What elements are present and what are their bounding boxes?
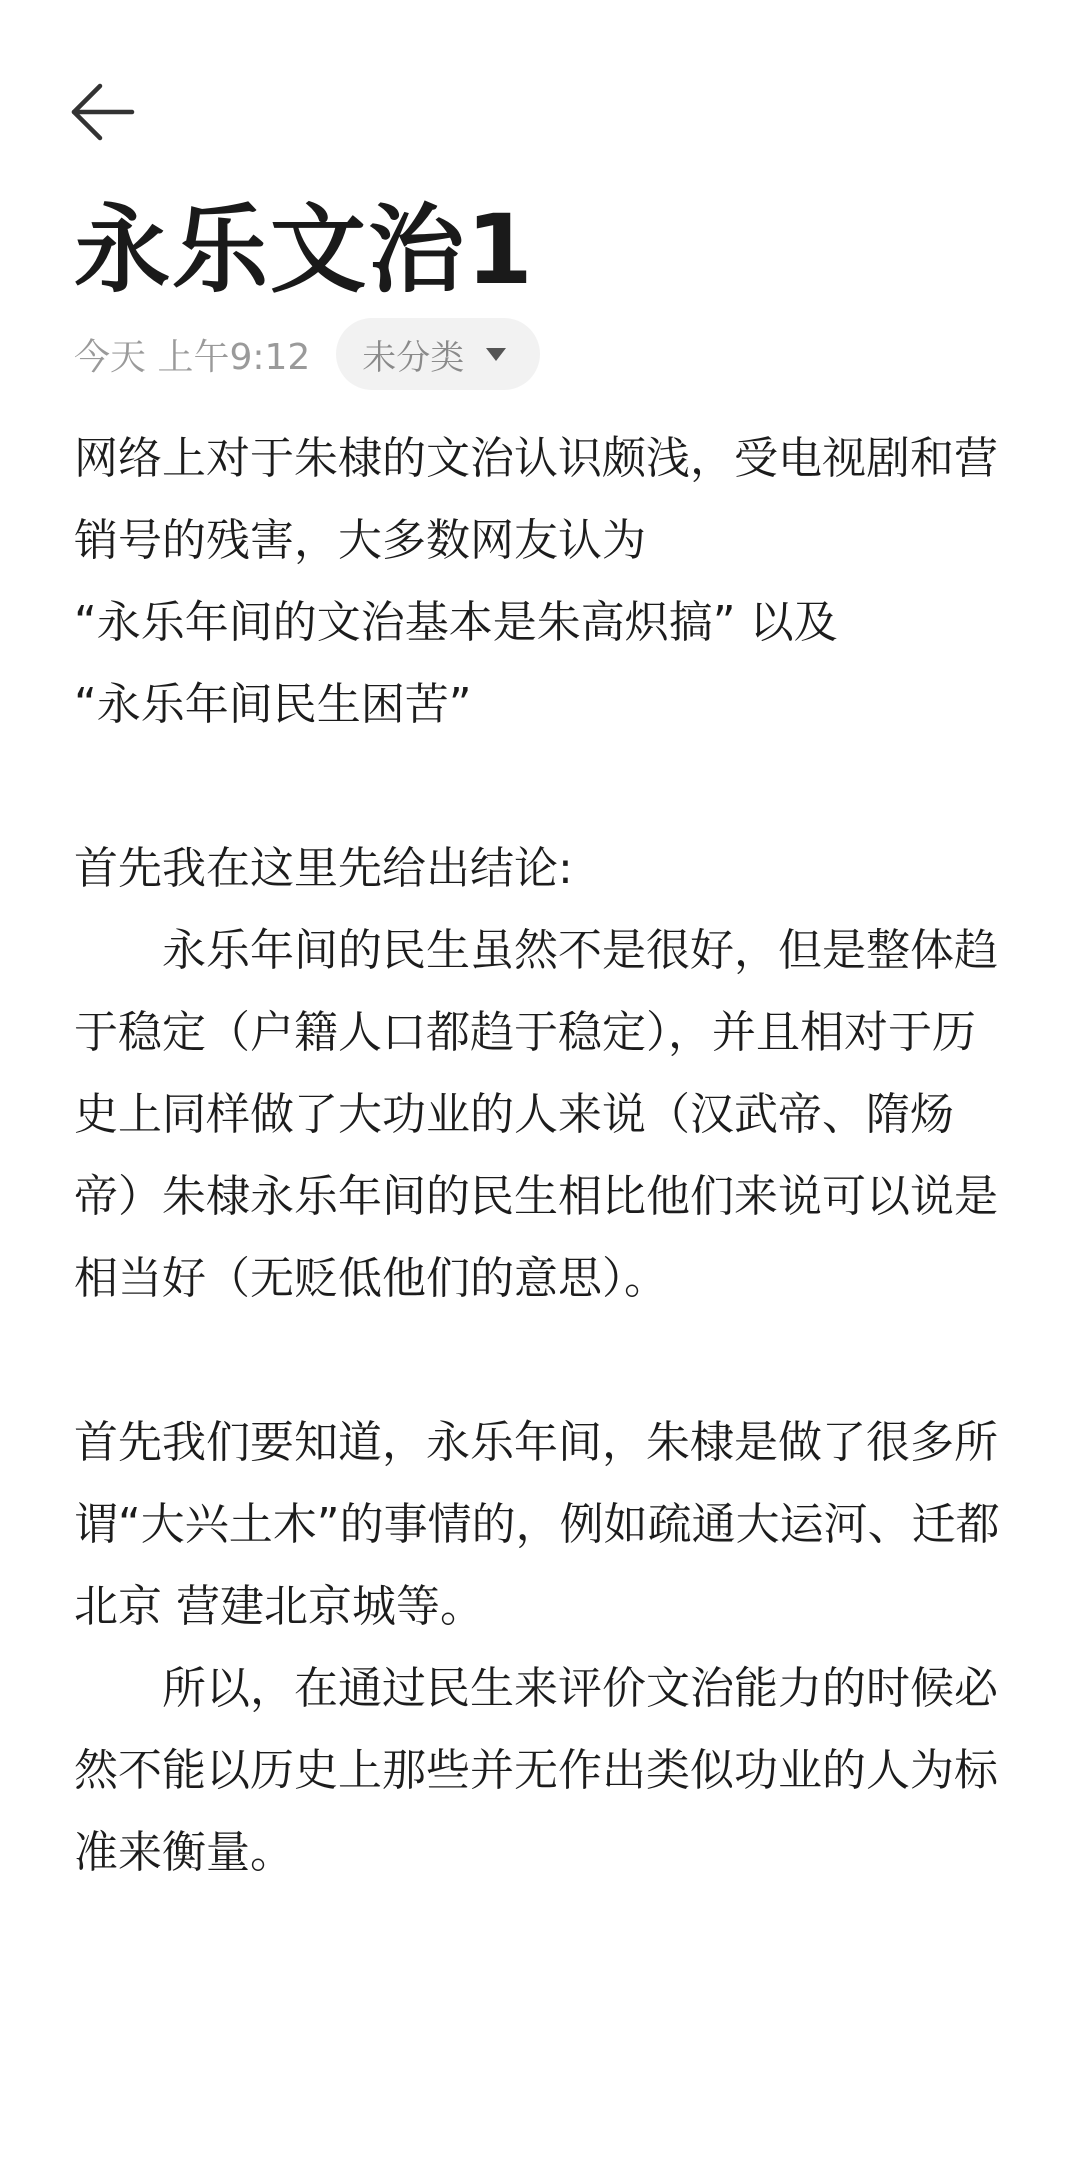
paragraph: 首先我们要知道，永乐年间，朱棣是做了很多所谓“大兴土木”的事情的，例如疏通大运河、迁都北京 营建北京城等。 xyxy=(74,1417,1000,1632)
note-timestamp: 今天 上午9:12 xyxy=(74,336,311,378)
arrow-left-icon xyxy=(70,82,136,142)
paragraph: 首先我在这里先给出结论: xyxy=(74,843,573,894)
blank-line xyxy=(74,1320,1014,1402)
category-label: 未分类 xyxy=(362,337,465,378)
paragraph: “永乐年间民生困苦” xyxy=(74,679,472,730)
paragraph: 永乐年间的民生虽然不是很好，但是整体趋于稳定（户籍人口都趋于稳定），并且相对于历史上同样做了大功业的人来说（汉武帝、隋炀帝）朱棣永乐年间的民生相比他们来说可以说是相当好（无贬低他们的意思）。 xyxy=(74,925,998,1304)
category-dropdown[interactable] xyxy=(336,318,540,390)
caret-down-icon xyxy=(486,348,506,361)
note-body[interactable] xyxy=(74,418,1014,1894)
back-button[interactable] xyxy=(70,72,150,152)
note-title: 永乐文治1 xyxy=(74,194,535,306)
blank-line xyxy=(74,746,1014,828)
note-meta xyxy=(74,318,540,390)
paragraph: 所以，在通过民生来评价文治能力的时候必然不能以历史上那些并无作出类似功业的人为标准来衡量。 xyxy=(74,1663,998,1878)
paragraph: 网络上对于朱棣的文治认识颇浅，受电视剧和营销号的残害，大多数网友认为 xyxy=(74,433,998,566)
paragraph: “永乐年间的文治基本是朱高炽搞” 以及 xyxy=(74,597,838,648)
